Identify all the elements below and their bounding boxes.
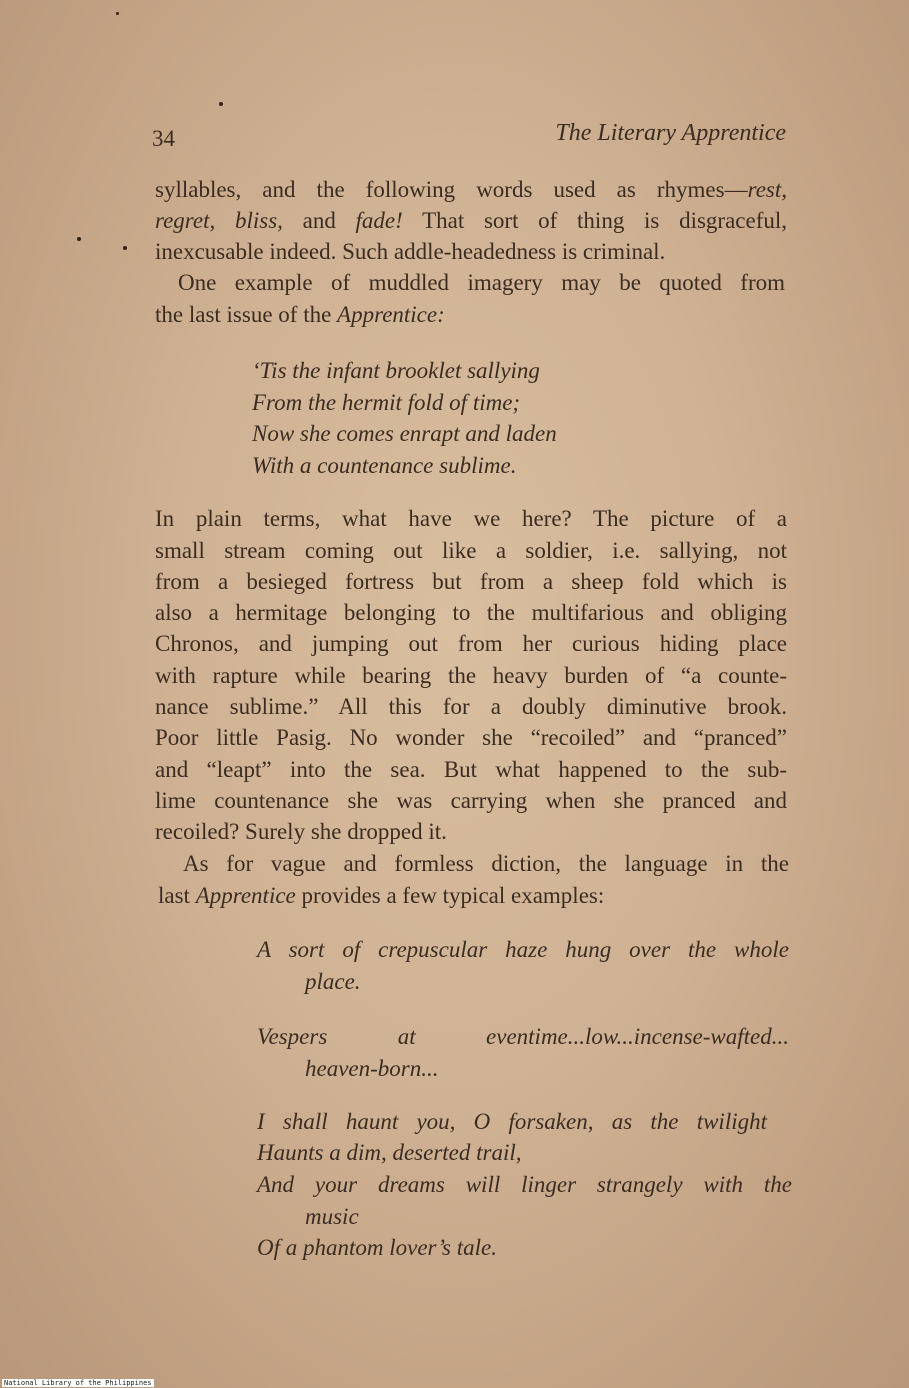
example-line: Vespers at eventime...low...incense-wafted... — [257, 1024, 789, 1049]
paragraph-line: last Apprentice provides a few typical examples: — [158, 883, 605, 908]
verse-line: And your dreams will linger strangely with the — [257, 1172, 792, 1197]
verse-line: Now she comes enrapt and laden — [252, 421, 557, 446]
library-credit: National Library of the Philippines — [4, 1379, 152, 1387]
verse-line: I shall haunt you, O forsaken, as the twilight — [257, 1109, 767, 1134]
paper-speck — [116, 12, 119, 15]
paragraph-line: also a hermitage belonging to the multifarious and obliging — [155, 600, 787, 625]
paper-speck — [77, 237, 81, 241]
paragraph-line: In plain terms, what have we here? The picture of a — [155, 506, 787, 531]
running-title: The Literary Apprentice — [555, 120, 786, 146]
paragraph-line: One example of muddled imagery may be quoted from — [178, 270, 785, 295]
example-line: place. — [305, 969, 361, 994]
paper-speck — [219, 102, 223, 106]
verse-line: ‘Tis the infant brooklet sallying — [252, 358, 540, 383]
page-number: 34 — [152, 126, 175, 151]
verse-line: Haunts a dim, deserted trail, — [257, 1140, 522, 1165]
paragraph-line: with rapture while bearing the heavy burden of “a counte- — [155, 663, 787, 688]
paragraph-line: syllables, and the following words used as rhymes—rest, — [155, 177, 787, 202]
paragraph-line: recoiled? Surely she dropped it. — [155, 819, 447, 844]
example-line: heaven-born... — [305, 1056, 439, 1081]
paragraph-line: and “leapt” into the sea. But what happened to the sub- — [155, 757, 787, 782]
paragraph-line: nance sublime.” All this for a doubly diminutive brook. — [155, 694, 787, 719]
running-head — [152, 120, 786, 152]
verse-line: From the hermit fold of time; — [252, 390, 521, 415]
paragraph-line: regret, bliss, and fade! That sort of thing is disgraceful, — [155, 208, 788, 233]
paragraph-line: Chronos, and jumping out from her curious hiding place — [155, 631, 787, 656]
paragraph-line: small stream coming out like a soldier, i.e. sallying, not — [155, 538, 787, 563]
verse-line: Of a phantom lover’s tale. — [257, 1235, 497, 1260]
paper-speck — [123, 246, 127, 250]
paragraph-line: inexcusable indeed. Such addle-headedness is criminal. — [155, 239, 666, 264]
paragraph-line: lime countenance she was carrying when she pranced and — [155, 788, 787, 813]
paragraph-line: from a besieged fortress but from a sheep fold which is — [155, 569, 787, 594]
verse-line: music — [305, 1204, 359, 1229]
paragraph-line: As for vague and formless diction, the language in the — [183, 851, 789, 876]
paragraph-line: the last issue of the Apprentice: — [155, 302, 445, 327]
verse-line: With a countenance sublime. — [252, 453, 517, 478]
paragraph-line: Poor little Pasig. No wonder she “recoiled” and “pranced” — [155, 725, 787, 750]
example-line: A sort of crepuscular haze hung over the whole — [257, 937, 789, 962]
